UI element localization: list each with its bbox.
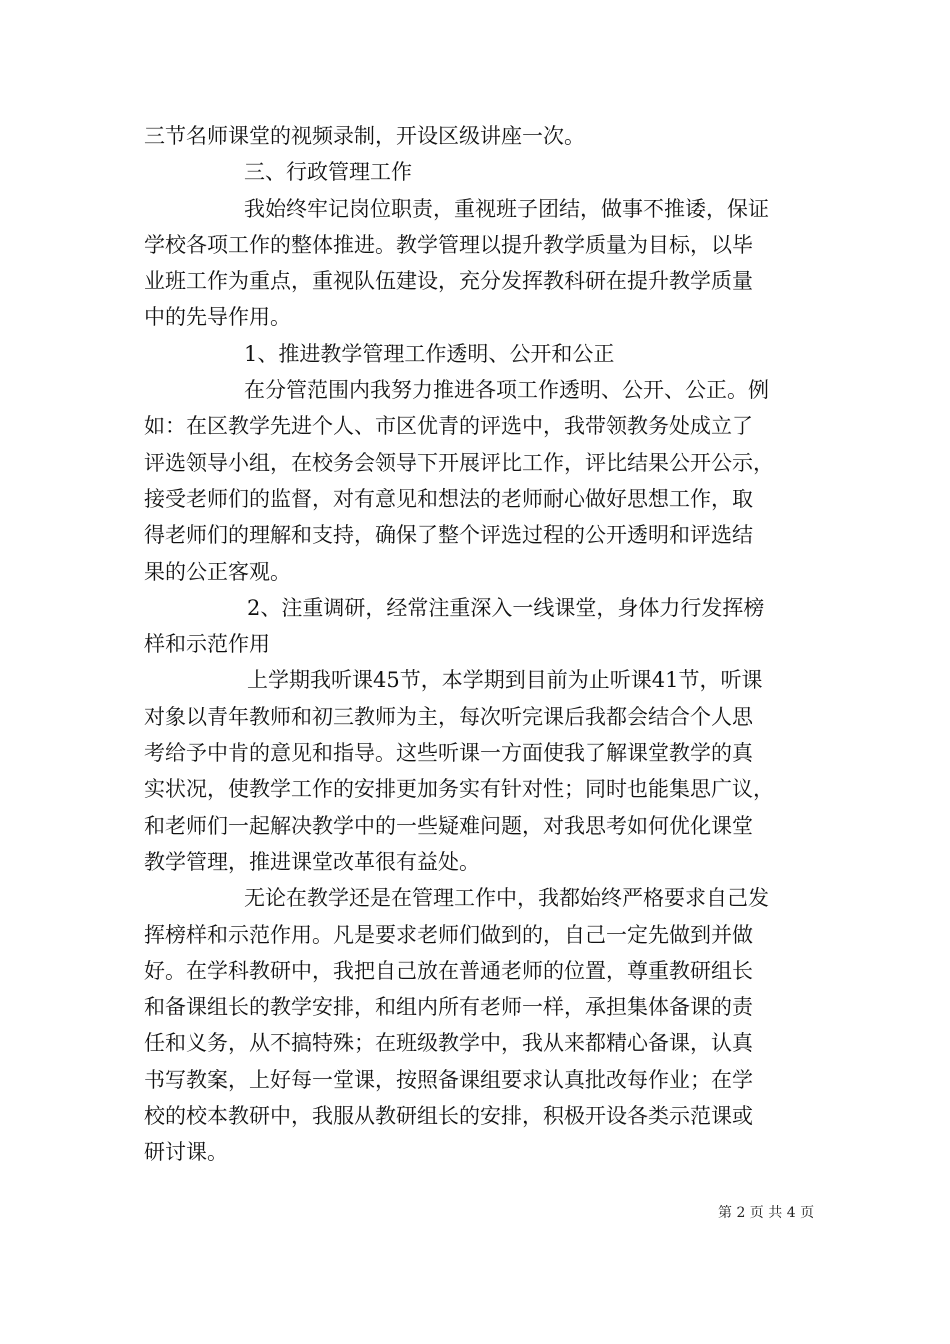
text-line: 在分管范围内我努力推进各项工作透明、公开、公正。例 (244, 378, 769, 403)
text-line: 无论在教学还是在管理工作中，我都始终严格要求自己发 (244, 886, 769, 911)
text-line: 我始终牢记岗位职责，重视班子团结，做事不推诿，保证 (244, 196, 769, 221)
text-line: 评选领导小组，在校务会领导下开展评比工作，评比结果公开公示， (144, 450, 774, 475)
text-line: 校的校本教研中，我服从教研组长的安排，积极开设各类示范课或 (144, 1104, 753, 1129)
text-line: 中的先导作用。 (144, 305, 291, 330)
text-line: 实状况，使教学工作的安排更加务实有针对性；同时也能集思广议， (144, 777, 774, 802)
text-line: 和备课组长的教学安排，和组内所有老师一样，承担集体备课的责 (144, 995, 753, 1020)
subsection-heading: 2、注重调研，经常注重深入一线课堂，身体力行发挥榜 (247, 595, 765, 620)
text-line: 样和示范作用 (144, 632, 270, 657)
text-line: 接受老师们的监督，对有意见和想法的老师耐心做好思想工作，取 (144, 486, 753, 511)
text-line: 和老师们一起解决教学中的一些疑难问题，对我思考如何优化课堂 (144, 813, 753, 838)
text-line: 三节名师课堂的视频录制，开设区级讲座一次。 (144, 124, 585, 148)
text-line: 对象以青年教师和初三教师为主，每次听完课后我都会结合个人思 (144, 704, 753, 729)
text-line: 挥榜样和示范作用。凡是要求老师们做到的，自己一定先做到并做 (144, 922, 753, 947)
text-line: 考给予中肯的意见和指导。这些听课一方面使我了解课堂教学的真 (144, 741, 753, 766)
text-line: 得老师们的理解和支持，确保了整个评选过程的公开透明和评选结 (144, 523, 753, 548)
section-heading: 三、行政管理工作 (244, 160, 412, 185)
text-line: 如：在区教学先进个人、市区优青的评选中，我带领教务处成立了 (144, 414, 753, 439)
document-body (144, 118, 808, 1171)
text-line: 研讨课。 (144, 1140, 228, 1165)
text-line: 果的公正客观。 (144, 559, 291, 584)
text-line: 业班工作为重点，重视队伍建设，充分发挥教科研在提升教学质量 (144, 269, 753, 294)
text-line: 学校各项工作的整体推进。教学管理以提升教学质量为目标，以毕 (144, 232, 753, 257)
text-line: 教学管理，推进课堂改革很有益处。 (144, 849, 480, 874)
text-line: 上学期我听课45节，本学期到目前为止听课41节，听课 (247, 668, 763, 693)
subsection-heading: 1、推进教学管理工作透明、公开和公正 (244, 341, 615, 366)
text-line: 书写教案，上好每一堂课，按照备课组要求认真批改每作业；在学 (144, 1067, 753, 1092)
page-number: 第 2 页 共 4 页 (718, 1205, 815, 1221)
text-line: 任和义务，从不搞特殊；在班级教学中，我从来都精心备课，认真 (144, 1031, 753, 1056)
text-line: 好。在学科教研中，我把自己放在普通老师的位置，尊重教研组长 (144, 958, 753, 983)
